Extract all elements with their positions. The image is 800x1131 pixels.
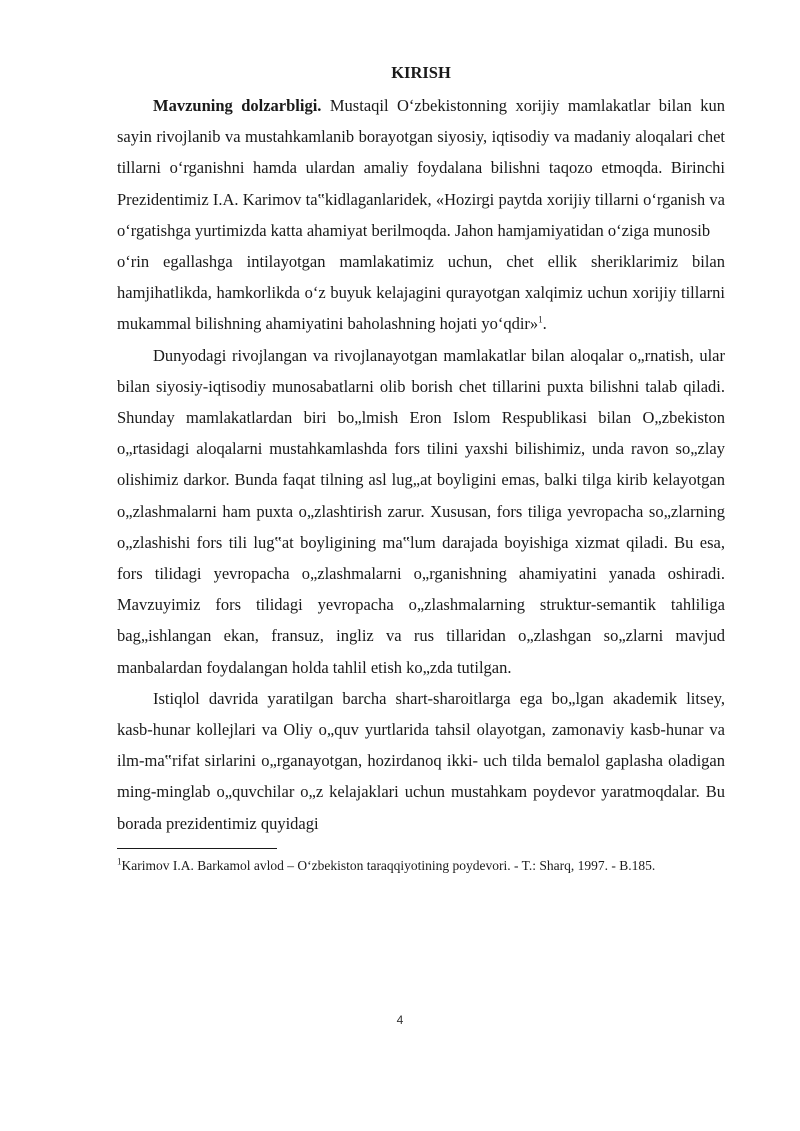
paragraph-independence: Istiqlol davrida yaratilgan barcha shart-sharoitlarga ega bo„lgan akademik litsey, kasb-hunar kollejlari va Oliy o„quv yurtlarida tahsil olayotgan, zamonaviy kasb-hunar va ilm-ma‟rifat sirlarini o„rganayotgan, hozirdanoq ikki- uch tilda bemalol gaplasha oladigan ming-minglab o„quvchilar o„z kelajaklari uchun mustahkam poydevor yaratmoqdalar. Bu borada prezidentimiz quyidagi — [117, 688, 725, 833]
footnote-text: Karimov I.A. Barkamol avlod – O‘zbekiston taraqqiyotining poydevori. - T.: Sharq, 1997. - B.185. — [121, 857, 656, 873]
paragraph-countries: Dunyodagi rivojlangan va rivojlanayotgan mamlakatlar bilan aloqalar o„rnatish, ular bilan siyosiy-iqtisodiy munosabatlarni olib borish chet tillarini puxta bilishni talab qiladi. Shunday mamlakatlardan biri bo„lmish Eron Islom Respublikasi bilan O„zbekiston o„rtasidagi aloqalarni mustahkamlashda fors tilini yaxshi bilishimiz, unda ravon so„zlay olishimiz darkor. Bunda faqat tilning asl lug„at boyligini emas, balki tilga kirib kelayotgan o„zlashmalarni ham puxta o„zlashtirish zarur. Xususan, fors tiliga yevropacha so„zlarning o„zlashishi fors tili lug‟at boyligining ma‟lum darajada boyishiga xizmat qiladi. Bu esa, fors tilidagi yevropacha o„zlashmalarni o„rganishning ahamiyatini yanada oshiradi. Mavzuyimiz fors tilidagi yevropacha o„zlashmalarning struktur-semantik tahliliga bag„ishlangan ekan, fransuz, ingliz va rus tillaridan o„zlashgan so„zlarni mavjud manbalardan foydalangan holda tahlil etish ko„zda tutilgan. — [117, 345, 725, 677]
page-number: 4 — [396, 1013, 404, 1027]
relevance-continued-text: o‘rin egallashga intilayotgan mamlakatimiz uchun, chet ellik sheriklarimiz bilan hamjihatlikda, hamkorlikda o‘z buyuk kelajagini qurayotgan xalqimiz uchun xorijiy tillarni mukammal bilishning ahamiyatini baholashning hojati yo‘qdir» — [117, 252, 725, 334]
sentence-end: . — [542, 314, 547, 334]
footnote-reference[interactable]: 1 — [538, 314, 543, 325]
paragraph-relevance — [117, 90, 725, 246]
document-page — [117, 62, 725, 875]
relevance-text: Mustaqil O‘zbekistonning xorijiy mamlakatlar bilan kun sayin rivojlanib va mustahkamlanib borayotgan siyosiy, iqtisodiy va madaniy aloqalari chet tillarni o‘rganishni hamda ulardan amaliy foydalana bilishni taqozo etmoqda. Birinchi Prezidentimiz I.A. Karimov ta‟kidlaganlaridek, «Hozirgi paytda xorijiy tillarni o‘rganish va o‘rgatishga yurtimizda katta ahamiyat berilmoqda. Jahon hamjamiyatidan o‘ziga munosib — [117, 96, 725, 240]
footnote-marker: 1 — [117, 856, 122, 867]
section-title: KIRISH — [391, 63, 451, 82]
relevance-heading: Mavzuning dolzarbligi. — [153, 96, 322, 115]
paragraph-relevance-continued — [117, 246, 725, 340]
footnote — [117, 856, 725, 875]
footnote-divider — [117, 848, 277, 849]
